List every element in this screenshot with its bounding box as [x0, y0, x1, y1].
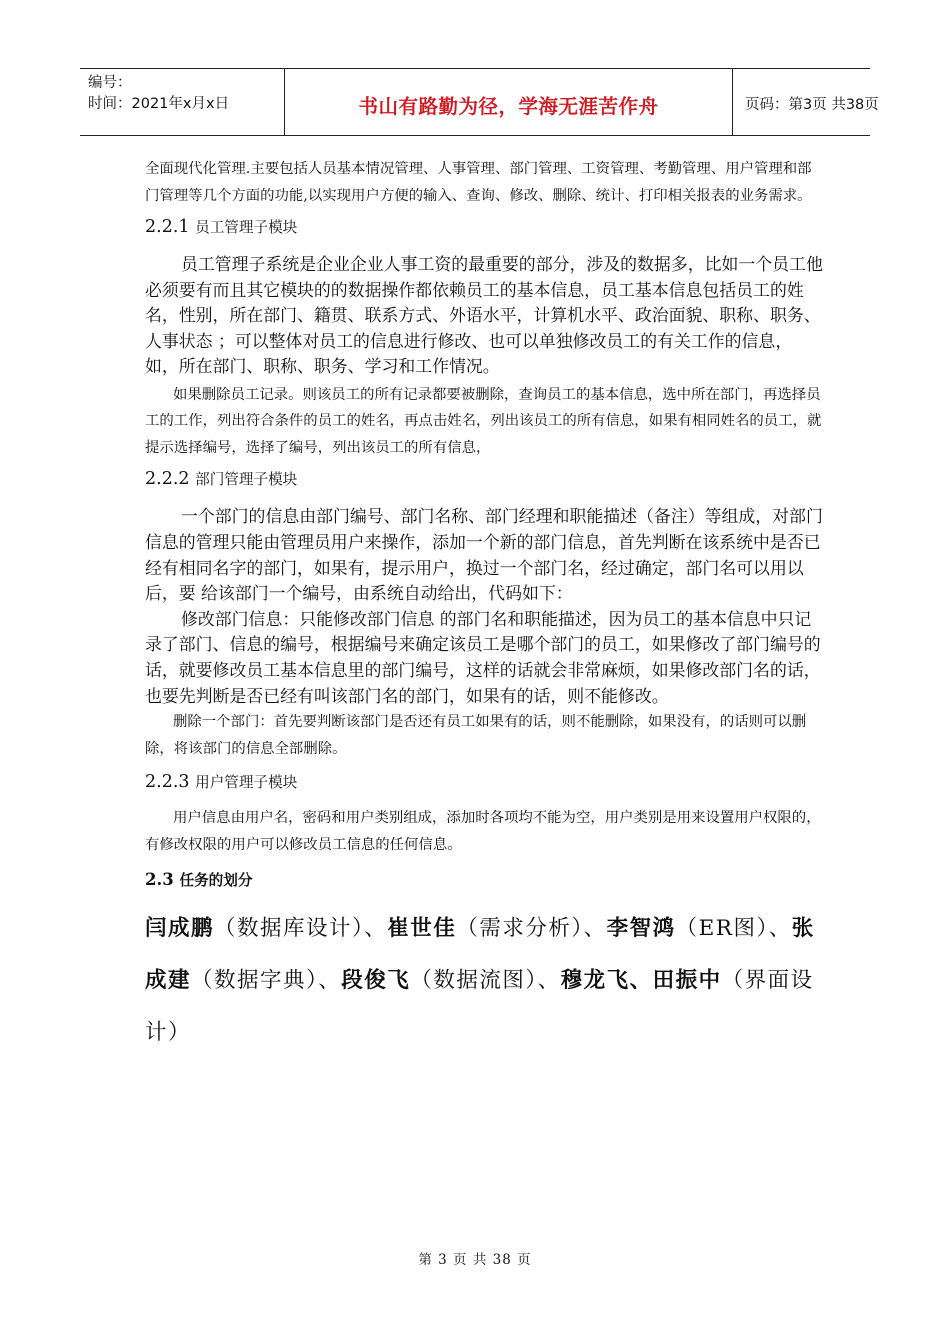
task-item: 崔世佳（需求分析）、 — [387, 916, 607, 942]
paragraph-department-delete: 删除一个部门：首先要判断该部门是否还有员工如果有的话，则不能删除，如果没有，的话则可以删除，将该部门的信息全部删除。 — [145, 714, 807, 757]
member-name: 闫成鹏 — [145, 916, 215, 942]
task-item: 李智鸿（ER图）、 — [606, 916, 792, 942]
member-name: 段俊飞 — [341, 968, 411, 994]
member-role: （ER图） — [675, 916, 769, 942]
page-header — [80, 68, 879, 136]
task-item: 张成建（数据字典）、 — [145, 916, 815, 994]
paragraph-department-add: 一个部门的信息由部门编号、部门名称、部门经理和职能描述（备注）等组成，对部门信息的管理只能由管理员用户来操作，添加一个新的部门信息，首先判断在该系统中是否已经有相同名字的部门，如果有，提示用户，换过一个部门名，经过确定，部门名可以用以后，要 给该部门一个编号，由系统自动给出，代码如下： — [145, 506, 823, 604]
document-number: 编号： — [88, 75, 132, 91]
header-page-info: 页码：第3页 共38页 — [745, 97, 879, 113]
member-name: 崔世佳 — [387, 916, 457, 942]
page-footer: 第 3 页 共 38 页 — [418, 1252, 532, 1268]
section-heading-2-2-1 — [145, 215, 825, 240]
member-role: （数据流图） — [410, 968, 538, 994]
section-heading-2-2-2 — [145, 467, 825, 492]
paragraph-employee-module: 员工管理子系统是企业企业人事工资的最重要的部分，涉及的数据多，比如一个员工他必须要有而且其它模块的的数据操作都依赖员工的基本信息，员工基本信息包括员工的姓名，性别，所在部门、籍贯、联系方式、外语水平，计算机水平、政治面貌、职称、职务、人事状态 ；可以整体对员工的信息进行修改、也可以单独修改员工的有关工作的信息，如，所在部门、职称、职务、学习和工作情况。 — [145, 254, 823, 377]
member-role: （需求分析） — [456, 916, 584, 942]
header-page-cell — [733, 69, 879, 135]
section-number: 2.2.2 — [145, 469, 190, 490]
member-name: 穆龙飞、田振中 — [560, 968, 722, 994]
section-heading-2-2-3 — [145, 770, 825, 795]
task-item: 段俊飞（数据流图）、 — [341, 968, 561, 994]
paragraph-user-module: 用户信息由用户名，密码和用户类别组成，添加时各项均不能为空，用户类别是用来设置用户权限的，有修改权限的用户可以修改员工信息的任何信息。 — [145, 810, 821, 853]
paragraph-employee-delete: 如果删除员工记录。则该员工的所有记录都要被删除，查询员工的基本信息，选中所在部门，再选择员工的工作，列出符合条件的员工的姓名，再点击姓名，列出该员工的所有信息，如果有相同姓名的员工，就提示选择编号，选择了编号，列出该员工的所有信息， — [145, 386, 822, 456]
document-date: 时间：2021年x月x日 — [88, 96, 230, 112]
member-role: （数据库设计） — [214, 916, 365, 942]
header-meta-cell — [80, 69, 285, 135]
section-title: 员工管理子模块 — [195, 219, 298, 236]
section-number: 2.2.1 — [145, 217, 190, 237]
member-name: 张成建 — [145, 916, 815, 994]
header-motto: 书山有路勤为径，学海无涯苦作舟 — [358, 95, 659, 118]
header-motto-cell — [285, 69, 733, 135]
section-title: 用户管理子模块 — [195, 774, 298, 792]
document-body — [145, 156, 825, 1059]
section-number: 2.3 — [145, 870, 174, 890]
task-assignment-list — [145, 903, 825, 1059]
intro-paragraph: 全面现代化管理.主要包括人员基本情况管理、人事管理、部门管理、工资管理、考勤管理、用户管理和部门管理等几个方面的功能,以实现用户方便的输入、查询、修改、删除、统计、打印相关报表的业务需求。 — [145, 161, 812, 204]
member-name: 李智鸿 — [606, 916, 676, 942]
task-item: 闫成鹏（数据库设计）、 — [145, 916, 388, 942]
section-heading-2-3 — [145, 868, 825, 893]
member-role: （界面设计） — [145, 968, 814, 1046]
section-number: 2.2.3 — [145, 772, 190, 793]
section-title: 部门管理子模块 — [195, 471, 298, 489]
member-role: （数据字典） — [191, 968, 319, 994]
section-title: 任务的划分 — [179, 872, 253, 890]
paragraph-department-modify: 修改部门信息：只能修改部门信息 的部门名和职能描述，因为员工的基本信息中只记录了部门、信息的编号，根据编号来确定该员工是哪个部门的员工，如果修改了部门编号的话，就要修改员工基本信息里的部门编号，这样的话就会非常麻烦，如果修改部门名的话，也要先判断是否已经有叫该部门名的部门，如果有的话，则不能修改。 — [145, 608, 821, 706]
